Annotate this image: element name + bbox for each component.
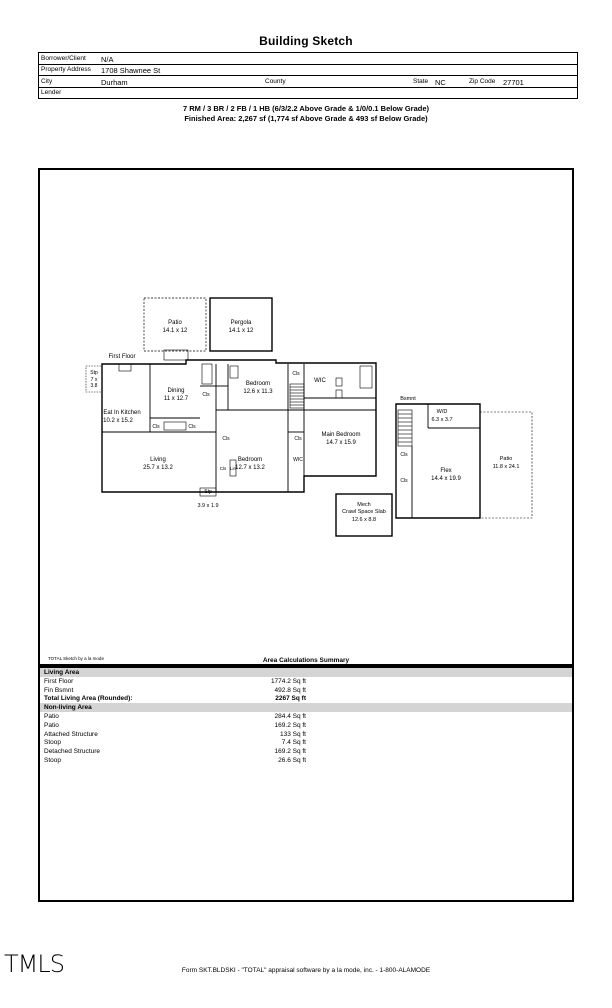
dining-label: Dining: [167, 388, 185, 394]
calc-row: [40, 677, 572, 686]
pergola-label: Pergola: [230, 320, 252, 326]
wic-label-2: WIC: [293, 457, 303, 463]
main-bedroom-label: Main Bedroom: [321, 432, 361, 438]
linen-label: Lin: [229, 466, 237, 471]
address-value: 1708 Shawnee St: [101, 66, 161, 75]
tmls-logo: TMLS: [4, 950, 64, 978]
first-floor-label: First Floor: [108, 354, 136, 360]
cls-label-6: Cls: [294, 436, 302, 442]
stoop-left-label: Stp: [90, 370, 98, 376]
kitchen-dim: 10.2 x 15.2: [103, 418, 133, 424]
cls-label-1: Cls: [202, 392, 210, 398]
calc-value: 284.4 Sq ft: [274, 712, 306, 720]
stoop-bottom-dim: 3.9 x 1.9: [197, 503, 219, 509]
cls-label-3: Cls: [152, 424, 160, 430]
finished-area-line: Finished Area: 2,267 sf (1,774 sf Above Grade & 493 sf Below Grade): [184, 114, 428, 123]
address-row: [39, 65, 577, 77]
wic-label-1: WIC: [314, 378, 326, 384]
lender-label: Lender: [41, 89, 62, 96]
calc-row-total: [40, 694, 572, 703]
calc-label: Total Living Area (Rounded):: [44, 695, 133, 703]
zip-value: 27701: [503, 77, 524, 87]
bsmnt-label: Bsmnt: [400, 396, 416, 402]
page-title: Building Sketch: [259, 34, 353, 48]
living-label: Living: [150, 457, 166, 463]
calc-label: Living Area: [44, 669, 80, 676]
property-info-table: [38, 52, 578, 99]
total-sketch-note: TOTAL Sketch by a la mode: [48, 656, 104, 661]
calc-value: 1774.2 Sq ft: [270, 677, 306, 685]
calc-value: 492.8 Sq ft: [274, 686, 306, 694]
interior-walls: [102, 364, 376, 492]
calc-value: 169.2 Sq ft: [274, 748, 306, 756]
cls-label-4: Cls: [188, 424, 196, 430]
living-dim: 25.7 x 13.2: [143, 465, 173, 471]
mech-sub-label: Crawl Space Slab: [342, 509, 386, 515]
stoop-bottom-label: Stp: [204, 489, 212, 495]
city-row: [39, 76, 577, 88]
borrower-row: [39, 53, 577, 65]
calc-value: 7.4 Sq ft: [281, 739, 306, 747]
calc-label: Fin Bsmnt: [44, 686, 74, 694]
cls-label-7: Cls: [219, 466, 227, 471]
bedroom2-dim: 12.7 x 13.2: [235, 465, 265, 471]
mech-label: Mech: [357, 502, 371, 508]
fixtures: [119, 350, 372, 496]
calc-row: [40, 747, 572, 756]
borrower-label: Borrower/Client: [41, 54, 86, 62]
room-count-line: 7 RM / 3 BR / 2 FB / 1 HB (6/3/2.2 Above Grade & 1/0/0.1 Below Grade): [182, 104, 430, 113]
calc-label: Detached Structure: [44, 748, 101, 756]
calc-row-nonliving-header: [40, 703, 572, 712]
calc-value: 169.2 Sq ft: [274, 721, 306, 729]
area-calc-table: [38, 666, 574, 902]
bedroom1-label: Bedroom: [245, 381, 271, 387]
room-summary: [0, 104, 612, 124]
stoop-left-dim2: 3.8: [90, 383, 98, 389]
bedroom2-label: Bedroom: [237, 457, 263, 463]
calc-label: First Floor: [44, 677, 74, 685]
state-label: State: [413, 77, 429, 85]
calc-row: [40, 756, 572, 765]
flex-dim: 14.4 x 19.9: [431, 476, 461, 482]
calc-label: Attached Structure: [44, 730, 98, 738]
bedroom1-dim: 12.6 x 11.3: [243, 389, 273, 395]
wd-label: W/D: [436, 409, 448, 415]
cls-label-5: Cls: [222, 436, 230, 442]
main-stairs: [290, 384, 304, 408]
cls-label-8: Cls: [400, 452, 408, 458]
patio-top-dim: 14.1 x 12: [162, 328, 188, 334]
area-calc-title: Area Calculations Summary: [262, 657, 350, 664]
stoop-left-dim1: 7 x: [90, 377, 98, 383]
calc-value: 133 Sq ft: [279, 730, 306, 738]
flex-label: Flex: [440, 468, 452, 474]
city-value: Durham: [101, 77, 128, 87]
main-bedroom-dim: 14.7 x 15.9: [326, 440, 356, 446]
calc-label: Patio: [44, 721, 59, 729]
calc-label: Stoop: [44, 739, 61, 747]
calc-value: 2267 Sq ft: [275, 695, 306, 703]
patio-right-label: Patio: [499, 456, 513, 462]
pergola-dim: 14.1 x 12: [228, 328, 254, 334]
kitchen-label: Eat In Kitchen: [103, 410, 141, 416]
floor-plan-svg: [40, 170, 572, 664]
zip-label: Zip Code: [469, 77, 496, 85]
address-label: Property Address: [41, 66, 91, 73]
calc-value: 26.6 Sq ft: [278, 756, 306, 764]
wd-dim: 6.3 x 3.7: [431, 417, 453, 423]
calc-label: Patio: [44, 712, 59, 720]
borrower-value: N/A: [101, 54, 114, 64]
cls-label-2: Cls: [292, 371, 300, 377]
basement-stairs: [398, 410, 412, 446]
calc-row: [40, 738, 572, 747]
calc-label: Stoop: [44, 756, 61, 764]
calc-row: [40, 686, 572, 695]
floor-plan-sketch: [38, 168, 574, 666]
calc-row: [40, 712, 572, 721]
patio-right-dim: 11.8 x 24.1: [492, 464, 520, 470]
county-label: County: [265, 77, 286, 85]
state-value: NC: [435, 77, 446, 87]
form-footer: Form SKT.BLDSKI - "TOTAL" appraisal software by a la mode, inc. - 1-800-ALAMODE: [181, 967, 431, 974]
calc-row-living-header: [40, 668, 572, 677]
city-label: City: [41, 77, 53, 85]
mech-dim: 12.6 x 8.8: [351, 517, 377, 523]
patio-top-label: Patio: [168, 320, 182, 326]
calc-row: [40, 721, 572, 730]
first-floor-outline: [102, 360, 376, 492]
lender-row: [39, 88, 577, 99]
calc-row: [40, 730, 572, 739]
cls-label-9: Cls: [400, 478, 408, 484]
mech-outline: [336, 494, 392, 536]
calc-label: Non-living Area: [44, 704, 92, 712]
dining-dim: 11 x 12.7: [163, 396, 189, 402]
